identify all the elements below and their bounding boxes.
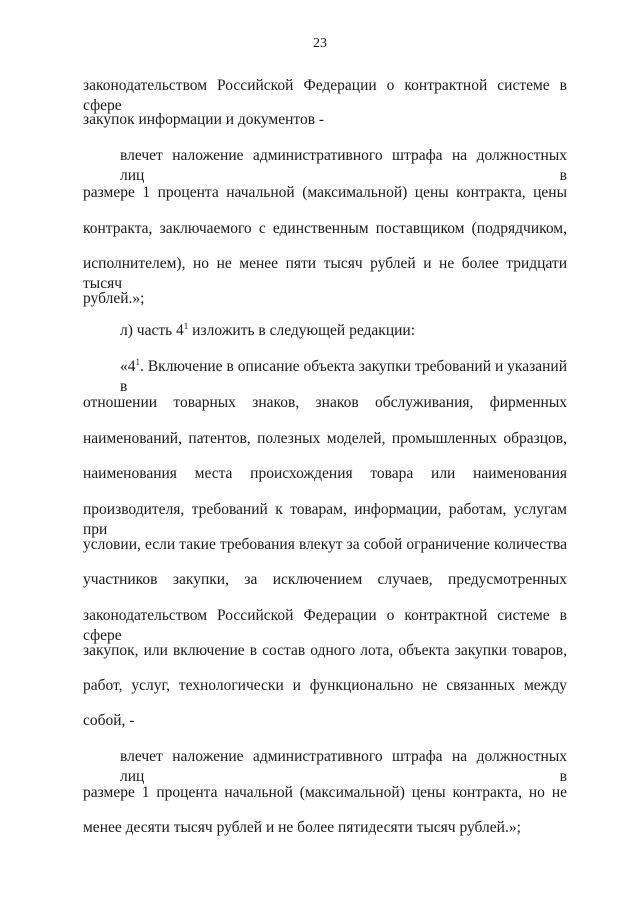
text-line: отношении товарных знаков, знаков обслуживания, фирменных [83, 394, 567, 411]
text-line: исполнителем), но не менее пяти тысяч рублей и не более тридцати тысяч [83, 255, 567, 292]
text-line: наименования места происхождения товара или наименования [83, 465, 567, 482]
superscript: 1 [135, 357, 140, 367]
text-line: законодательством Российской Федерации о контрактной системе в сфере [83, 607, 567, 644]
text-line: «$4^1$. Включение в описание объекта закупки требований и указаний в [120, 357, 567, 395]
text-line: размере 1 процента начальной (максимальной) цены контракта, но не [83, 784, 567, 801]
superscript: 1 [183, 321, 189, 331]
text-line: закупок, или включение в состав одного лота, объекта закупки товаров, [83, 642, 567, 659]
text-line: влечет наложение административного штрафа на должностных лиц в [120, 147, 567, 184]
text-line: собой, - [83, 712, 135, 729]
text-line: контракта, заключаемого с единственным поставщиком (подрядчиком, [83, 220, 567, 237]
text-line: размере 1 процента начальной (максимальной) цены контракта, цены [83, 184, 567, 201]
text-line: участников закупки, за исключением случаев, предусмотренных [83, 571, 567, 588]
text-line: работ, услуг, технологически и функционально не связанных между [83, 677, 567, 694]
text-line: менее десяти тысяч рублей и не более пятидесяти тысяч рублей.»; [83, 819, 521, 836]
text-line: производителя, требований к товарам, информации, работам, услугам при [83, 501, 567, 538]
text-line: л) часть $4^1$ изложить в следующей редакции: [120, 321, 416, 339]
text-line: влечет наложение административного штрафа на должностных лиц в [120, 748, 567, 785]
text-line: законодательством Российской Федерации о контрактной системе в сфере [83, 77, 567, 114]
page-number: 23 [313, 36, 327, 51]
text-line: наименований, патентов, полезных моделей, промышленных образцов, [83, 430, 567, 447]
text-line: условии, если такие требования влекут за собой ограничение количества [83, 536, 567, 553]
text-line: рублей.»; [83, 290, 145, 307]
text-line: закупок информации и документов - [83, 111, 325, 128]
